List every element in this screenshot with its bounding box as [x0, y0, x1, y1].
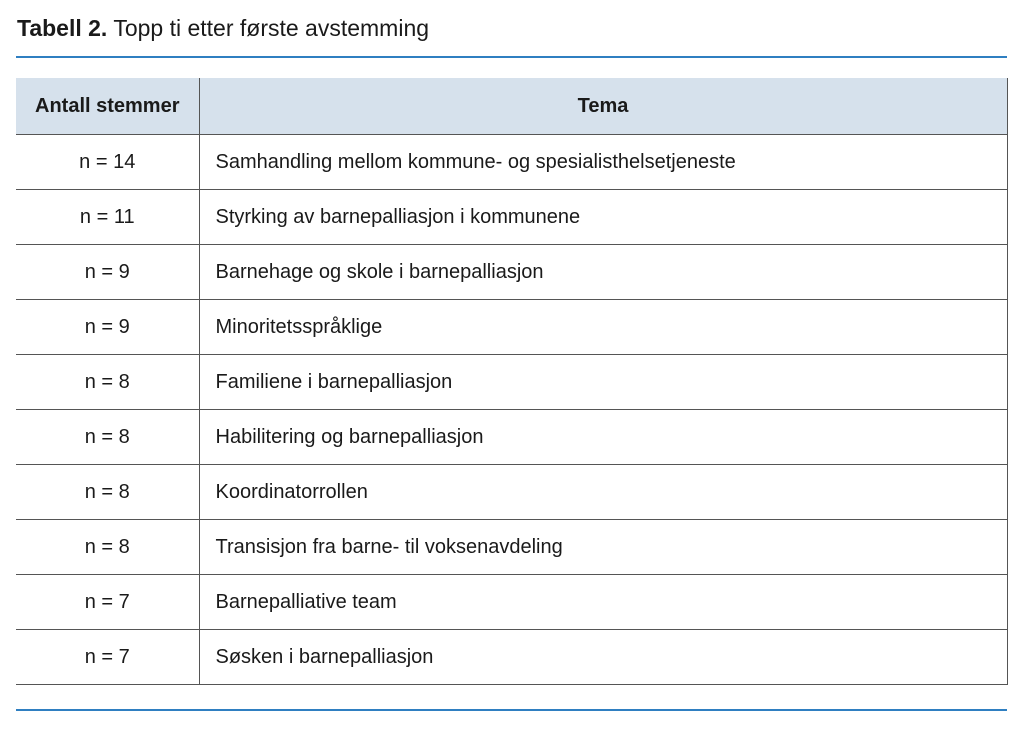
topic-cell: Barnepalliative team [199, 575, 1007, 630]
votes-cell: n = 9 [16, 300, 199, 355]
topic-cell: Søsken i barnepalliasjon [199, 630, 1007, 685]
topic-cell: Samhandling mellom kommune- og spesialisthelsetjeneste [199, 135, 1007, 190]
table-row [16, 135, 1007, 190]
votes-cell: n = 7 [16, 630, 199, 685]
table-body [16, 135, 1007, 685]
bottom-divider [16, 709, 1007, 711]
votes-cell: n = 8 [16, 465, 199, 520]
header-topic: Tema [199, 78, 1007, 135]
table-row [16, 630, 1007, 685]
caption-label: Tabell 2. [17, 15, 108, 41]
topic-cell: Transisjon fra barne- til voksenavdeling [199, 520, 1007, 575]
header-votes: Antall stemmer [16, 78, 199, 135]
topic-cell: Koordinatorrollen [199, 465, 1007, 520]
votes-table [16, 78, 1008, 685]
top-divider [16, 56, 1007, 58]
table-row [16, 575, 1007, 630]
votes-cell: n = 8 [16, 520, 199, 575]
topic-cell: Minoritetsspråklige [199, 300, 1007, 355]
header-row [16, 78, 1007, 135]
caption-text: Topp ti etter første avstemming [113, 15, 430, 41]
table-row [16, 300, 1007, 355]
table-row [16, 245, 1007, 300]
table-row [16, 520, 1007, 575]
topic-cell: Habilitering og barnepalliasjon [199, 410, 1007, 465]
table-header [16, 78, 1007, 135]
table-row [16, 190, 1007, 245]
votes-cell: n = 8 [16, 355, 199, 410]
topic-cell: Barnehage og skole i barnepalliasjon [199, 245, 1007, 300]
table-caption [17, 12, 429, 44]
table-row [16, 465, 1007, 520]
votes-cell: n = 14 [16, 135, 199, 190]
table-row [16, 355, 1007, 410]
votes-cell: n = 11 [16, 190, 199, 245]
topic-cell: Familiene i barnepalliasjon [199, 355, 1007, 410]
topic-cell: Styrking av barnepalliasjon i kommunene [199, 190, 1007, 245]
votes-cell: n = 7 [16, 575, 199, 630]
table-row [16, 410, 1007, 465]
votes-cell: n = 8 [16, 410, 199, 465]
votes-cell: n = 9 [16, 245, 199, 300]
